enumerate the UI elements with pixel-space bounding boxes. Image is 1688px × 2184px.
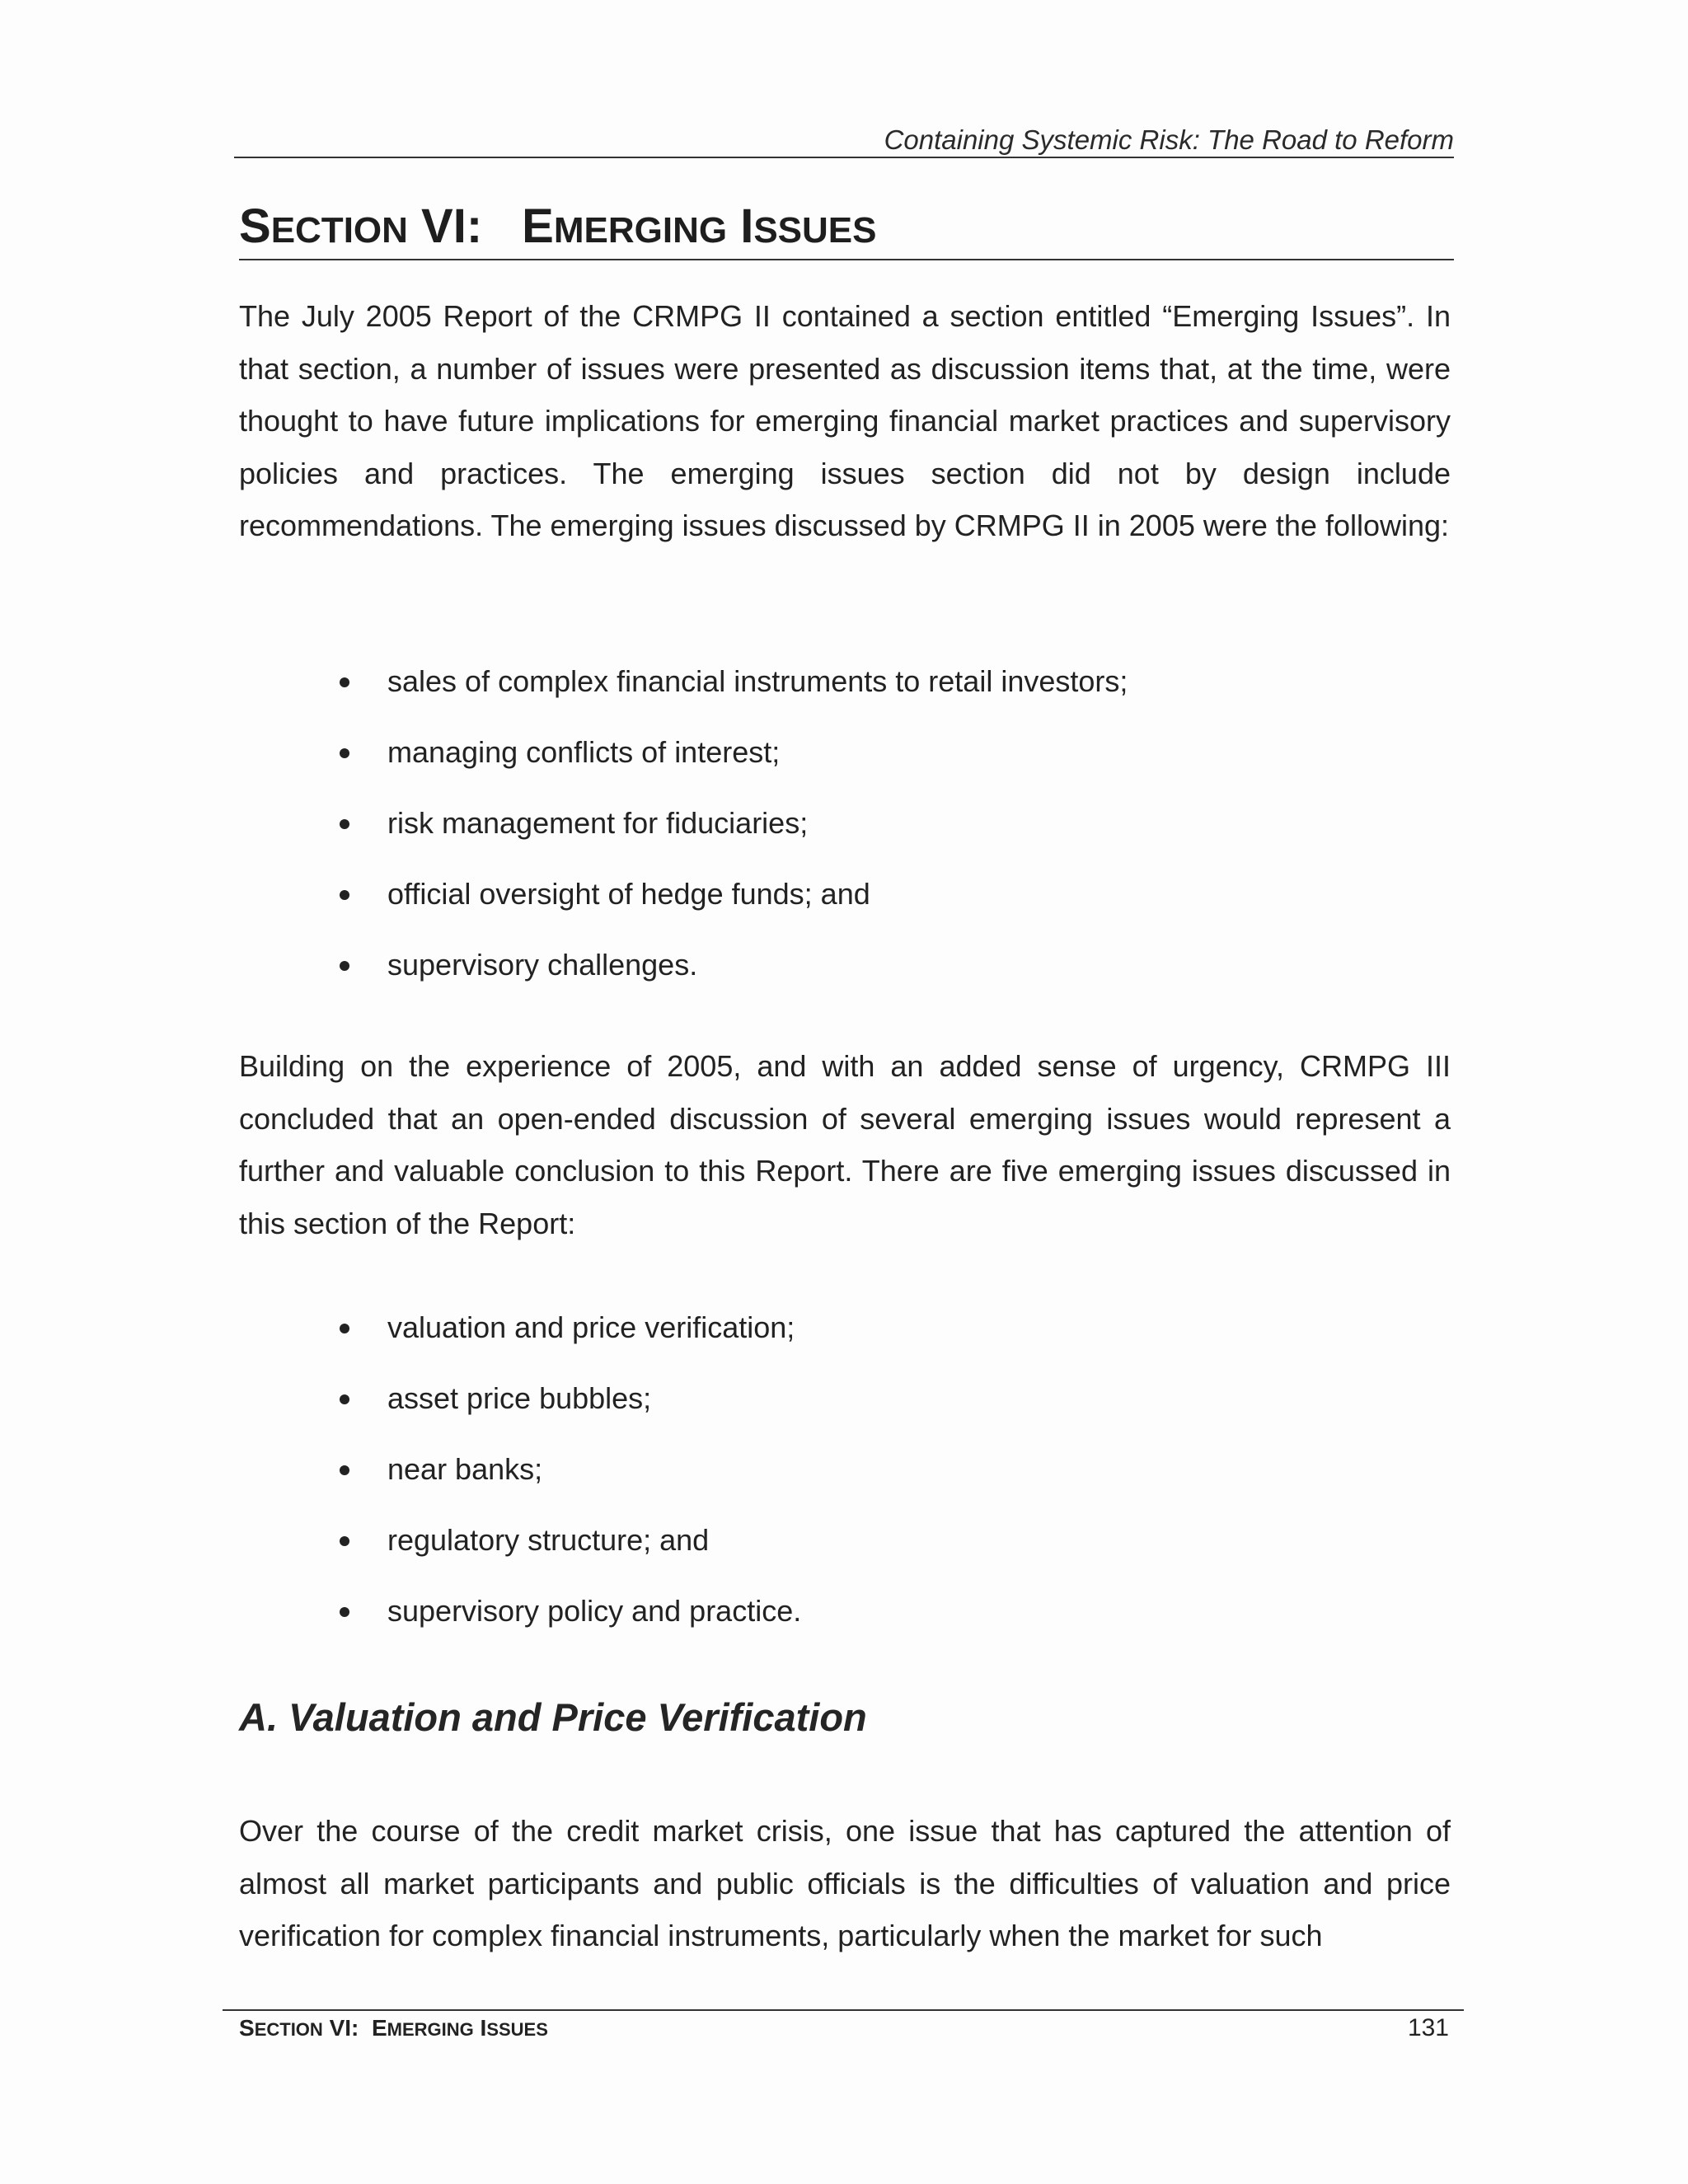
list-item: risk management for fiduciaries; [330, 801, 1128, 872]
running-header: Containing Systemic Risk: The Road to Reform [234, 124, 1454, 158]
bullet-icon [340, 748, 349, 758]
bullet-list-2005-issues [330, 659, 1128, 1014]
list-item: valuation and price verification; [330, 1305, 801, 1376]
subsection-heading: A. Valuation and Price Verification [239, 1695, 867, 1739]
footer-divider [223, 2009, 1464, 2011]
section-title [239, 198, 1454, 260]
title-letter: I [727, 199, 754, 253]
bullet-icon [340, 1536, 349, 1546]
title-smallcaps: SSUES [753, 210, 877, 251]
list-item: regulatory structure; and [330, 1518, 801, 1589]
intro-paragraph: The July 2005 Report of the CRMPG II contained a section entitled “Emerging Issues”. In that section, a number of issues were presented as discussion items that, at the time, were thought to have future implications for emerging financial market practices and supervisory policies and practices. The emerging issues section did not by design include recommendations. The emerging issues discussed by CRMPG II in 2005 were the following: [239, 299, 1451, 542]
bullet-icon [340, 1607, 349, 1617]
list-item: supervisory policy and practice. [330, 1589, 801, 1660]
bullet-list-current-issues [330, 1305, 801, 1660]
list-item: near banks; [330, 1447, 801, 1518]
list-item: official oversight of hedge funds; and [330, 872, 1128, 943]
bullet-icon [340, 819, 349, 829]
title-letter: E [522, 199, 554, 253]
bullet-icon [340, 1394, 349, 1404]
title-smallcaps: MERGING [553, 210, 728, 251]
title-letter: S [239, 199, 271, 253]
bullet-icon [340, 677, 349, 687]
valuation-paragraph: Over the course of the credit market crisis, one issue that has captured the attention of almost all market participants and public officials is the difficulties of valuation and price verification for complex financial instruments, particularly when the market for such [239, 1814, 1451, 1952]
page-number: 131 [1407, 2014, 1449, 2041]
list-item: sales of complex financial instruments to retail investors; [330, 659, 1128, 730]
list-item: managing conflicts of interest; [330, 730, 1128, 801]
bullet-icon [340, 961, 349, 971]
bullet-icon [340, 1324, 349, 1333]
list-item: supervisory challenges. [330, 943, 1128, 1014]
bullet-icon [340, 890, 349, 900]
building-paragraph: Building on the experience of 2005, and with an added sense of urgency, CRMPG III concluded that an open-ended discussion of several emerging issues would represent a further and valuable conclusion to this Report. There are five emerging issues discussed in this section of the Report: [239, 1049, 1451, 1240]
title-smallcaps: ECTION [270, 210, 408, 251]
bullet-icon [340, 1465, 349, 1475]
footer-section-label: SECTION VI: EMERGING ISSUES [239, 2015, 548, 2041]
list-item: asset price bubbles; [330, 1376, 801, 1447]
title-number: VI: [407, 199, 483, 253]
